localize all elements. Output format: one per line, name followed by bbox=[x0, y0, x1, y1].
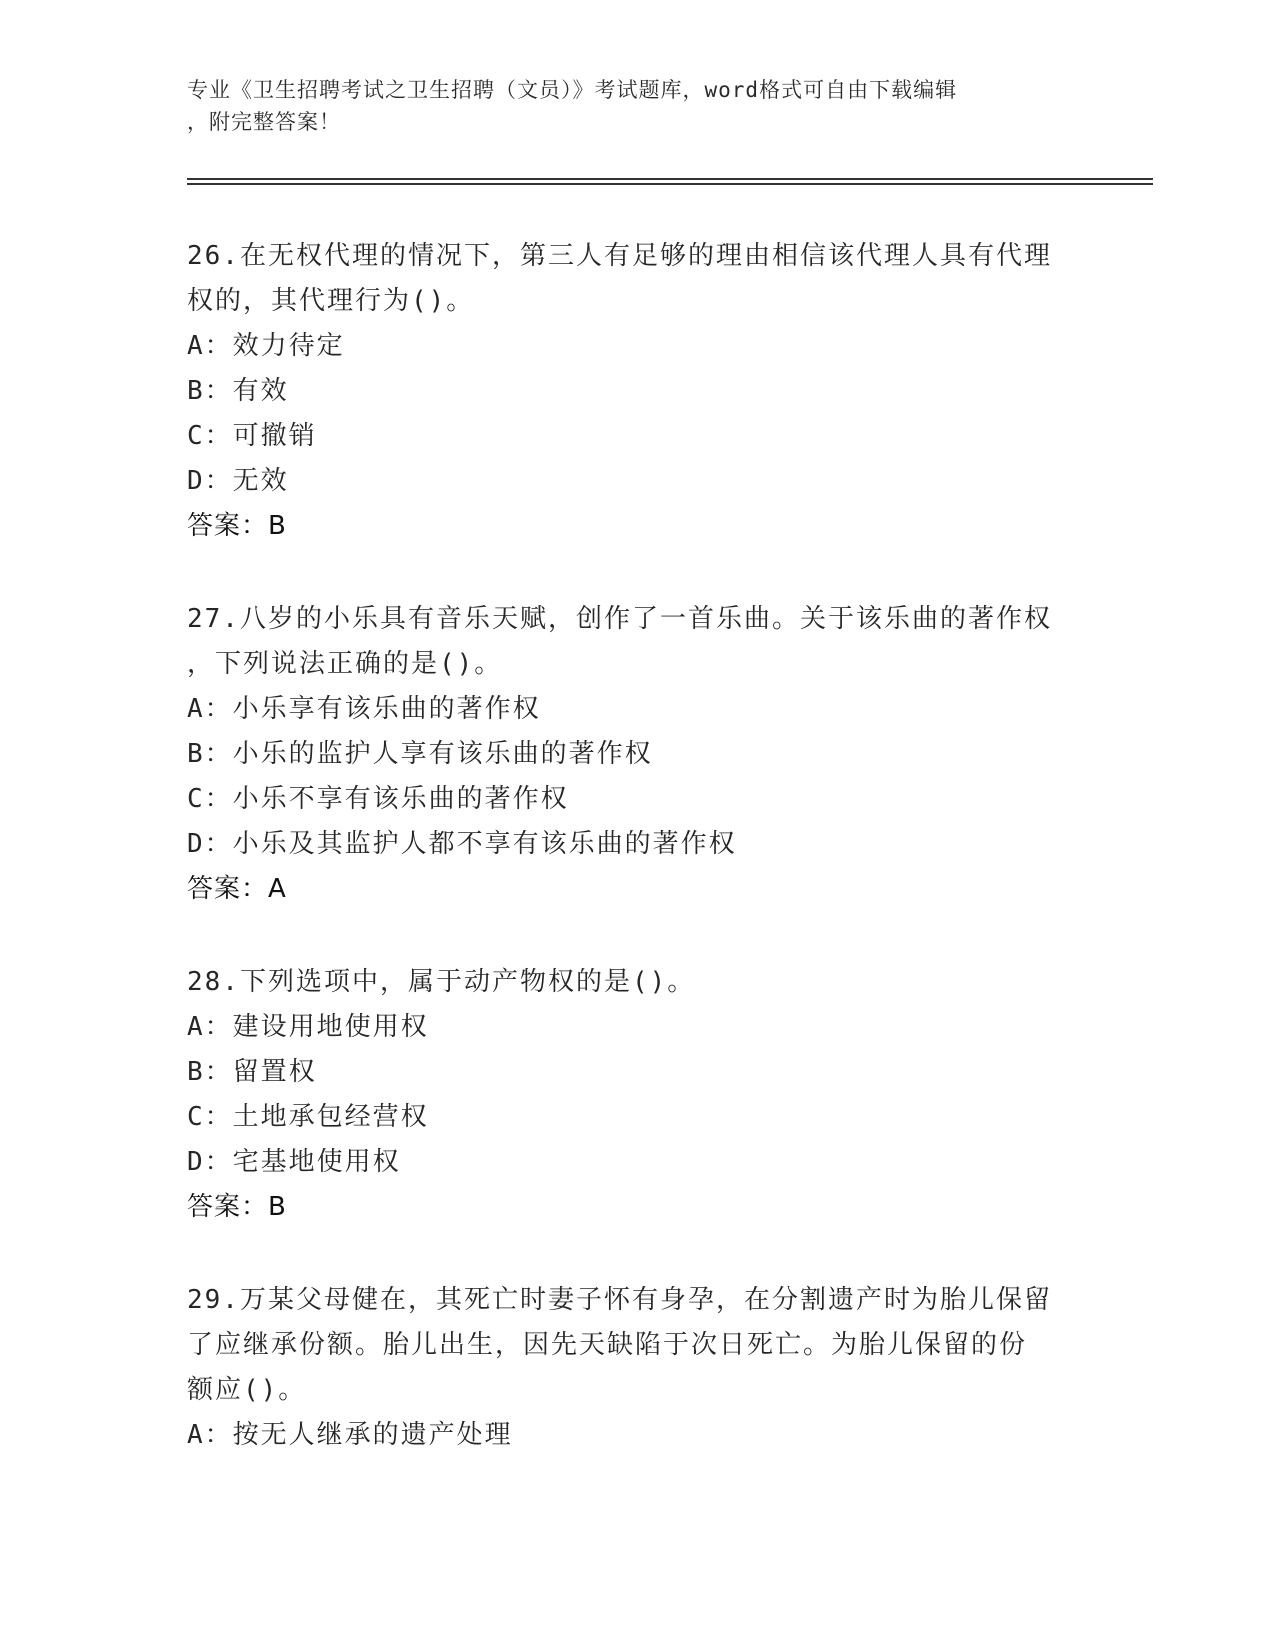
option-a: A：小乐享有该乐曲的著作权 bbox=[187, 694, 541, 724]
question-29 bbox=[187, 1278, 1087, 1458]
option-d: D：小乐及其监护人都不享有该乐曲的著作权 bbox=[187, 829, 737, 859]
answer-line: 答案：B bbox=[187, 1192, 287, 1222]
option-a: A：按无人继承的遗产处理 bbox=[187, 1420, 513, 1450]
question-27 bbox=[187, 597, 1087, 912]
option-d: D：无效 bbox=[187, 466, 289, 496]
option-c: C：可撤销 bbox=[187, 421, 317, 451]
header-divider-top bbox=[187, 178, 1153, 180]
question-stem-line: 28.下列选项中，属于动产物权的是()。 bbox=[187, 967, 696, 997]
option-a: A：建设用地使用权 bbox=[187, 1012, 429, 1042]
header-line-1: 专业《卫生招聘考试之卫生招聘（文员）》考试题库，word格式可自由下载编辑 bbox=[187, 78, 958, 102]
question-stem-line: 29.万某父母健在，其死亡时妻子怀有身孕，在分割遗产时为胎儿保留 bbox=[187, 1285, 1052, 1315]
option-b: B：留置权 bbox=[187, 1057, 317, 1087]
question-stem-line: ，下列说法正确的是()。 bbox=[187, 649, 503, 679]
answer-line: 答案：A bbox=[187, 874, 287, 904]
option-c: C：小乐不享有该乐曲的著作权 bbox=[187, 784, 569, 814]
option-a: A：效力待定 bbox=[187, 331, 345, 361]
option-b: B：小乐的监护人享有该乐曲的著作权 bbox=[187, 739, 653, 769]
option-d: D：宅基地使用权 bbox=[187, 1147, 401, 1177]
question-stem-line: 26.在无权代理的情况下，第三人有足够的理由相信该代理人具有代理 bbox=[187, 241, 1052, 271]
question-stem-line: 27.八岁的小乐具有音乐天赋，创作了一首乐曲。关于该乐曲的著作权 bbox=[187, 604, 1052, 634]
question-stem-line: 权的，其代理行为()。 bbox=[187, 286, 475, 316]
question-stem-line: 了应继承份额。胎儿出生，因先天缺陷于次日死亡。为胎儿保留的份 bbox=[187, 1330, 1028, 1360]
document-header bbox=[187, 74, 1087, 138]
question-stem-line: 额应()。 bbox=[187, 1375, 307, 1405]
option-b: B：有效 bbox=[187, 376, 289, 406]
header-line-2: ，附完整答案！ bbox=[187, 110, 341, 134]
header-divider-bottom bbox=[187, 183, 1153, 185]
option-c: C：土地承包经营权 bbox=[187, 1102, 429, 1132]
answer-line: 答案：B bbox=[187, 511, 287, 541]
question-28 bbox=[187, 960, 1087, 1230]
question-26 bbox=[187, 234, 1087, 549]
